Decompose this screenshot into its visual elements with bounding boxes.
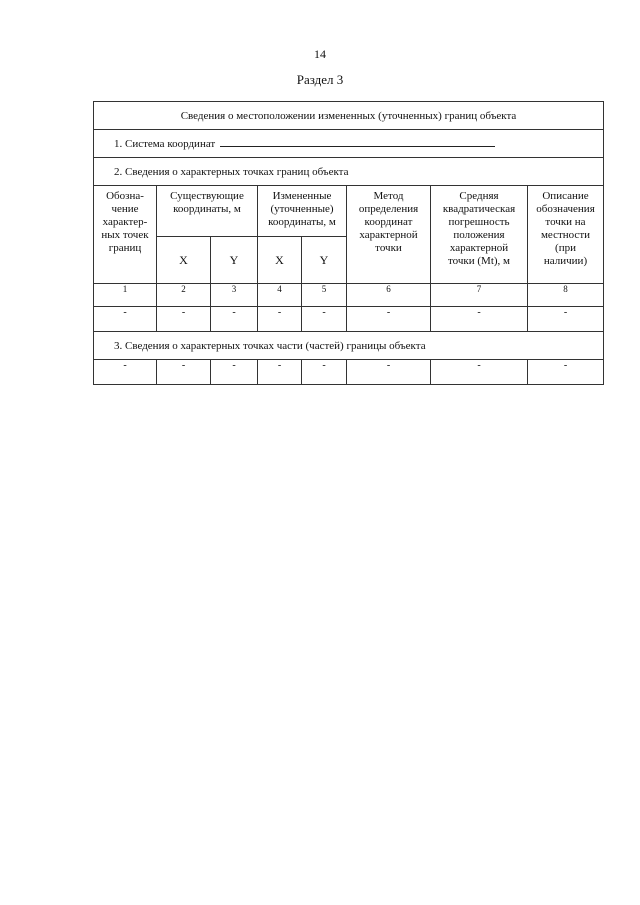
- header-existing-y: Y: [211, 237, 258, 284]
- table-title: Сведения о местоположении измененных (уточненных) границ объекта: [94, 102, 604, 130]
- table-cell: -: [347, 360, 431, 385]
- table-cell: -: [528, 307, 604, 332]
- char-points-row: [94, 158, 604, 186]
- coord-system-row: [94, 130, 604, 158]
- table-cell: -: [94, 307, 157, 332]
- boundaries-table: [93, 101, 604, 385]
- table-cell: -: [94, 360, 157, 385]
- table-cell: -: [211, 307, 258, 332]
- table-cell: -: [157, 360, 211, 385]
- table-row: [94, 307, 604, 332]
- header-error: Средняя квадратическая погрешность положения характерной точки (Mt), м: [431, 186, 528, 284]
- char-points-heading: 2. Сведения о характерных точках границ объекта: [94, 158, 604, 186]
- section-title: Раздел 3: [296, 72, 344, 87]
- column-number: 3: [211, 284, 258, 307]
- column-number: 2: [157, 284, 211, 307]
- part-points-row: [94, 332, 604, 360]
- table-cell: -: [157, 307, 211, 332]
- header-row: [94, 186, 604, 237]
- column-number: 6: [347, 284, 431, 307]
- column-number: 4: [258, 284, 302, 307]
- table-cell: -: [211, 360, 258, 385]
- header-existing-x: X: [157, 237, 211, 284]
- header-changed-y: Y: [302, 237, 347, 284]
- part-points-heading: 3. Сведения о характерных точках части (частей) границы объекта: [94, 332, 604, 360]
- column-number: 5: [302, 284, 347, 307]
- table-cell: -: [431, 307, 528, 332]
- header-method: Метод определения координат характерной точки: [347, 186, 431, 284]
- table-cell: -: [302, 360, 347, 385]
- header-changed-coords: Измененные (уточненные) координаты, м: [258, 186, 347, 237]
- table-cell: -: [258, 307, 302, 332]
- table-cell: -: [528, 360, 604, 385]
- column-number: 1: [94, 284, 157, 307]
- coord-system-label: 1. Система координат: [114, 138, 216, 150]
- column-number: 8: [528, 284, 604, 307]
- table-cell: -: [431, 360, 528, 385]
- table-cell: -: [302, 307, 347, 332]
- coord-system-cell: [94, 130, 604, 158]
- header-description: Описание обозначения точки на местности (при наличии): [528, 186, 604, 284]
- table-cell: -: [347, 307, 431, 332]
- table-cell: -: [258, 360, 302, 385]
- header-changed-x: X: [258, 237, 302, 284]
- column-number: 7: [431, 284, 528, 307]
- table-row: [94, 360, 604, 385]
- header-designation: Обозна- чение характер- ных точек границ: [94, 186, 157, 284]
- table-title-row: [94, 102, 604, 130]
- page-number: 14: [314, 47, 326, 61]
- column-number-row: [94, 284, 604, 307]
- header-existing-coords: Существующие координаты, м: [157, 186, 258, 237]
- coord-system-blank-line: [220, 137, 495, 147]
